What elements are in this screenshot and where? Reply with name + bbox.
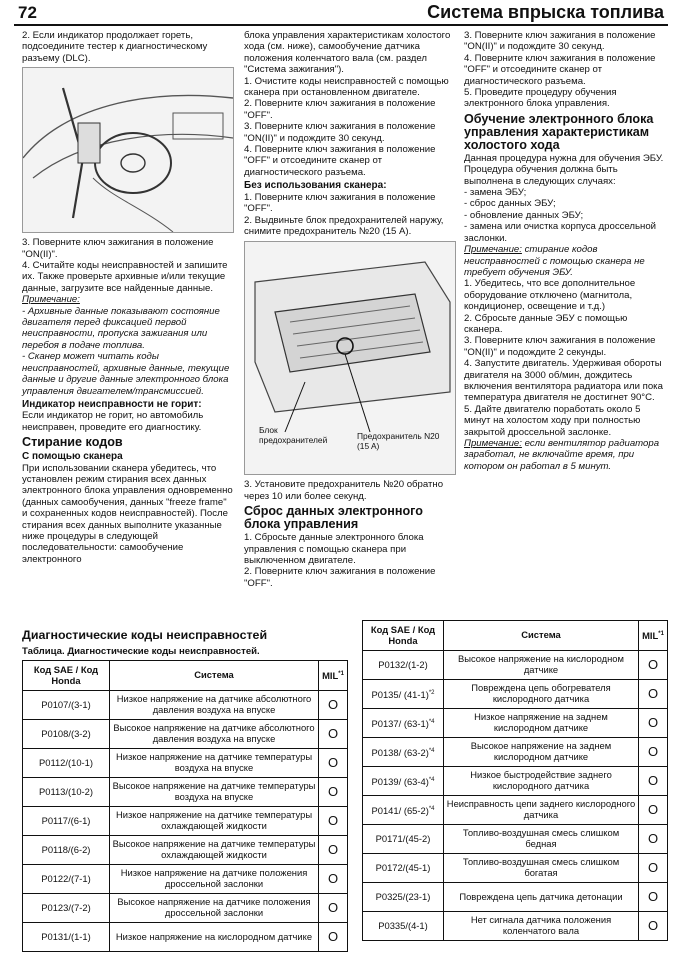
dtc-right-code-text: P0172/(45-1) [375, 861, 431, 873]
col3-case1: - замена ЭБУ; [464, 187, 527, 199]
dtc-left-code [23, 691, 110, 720]
dtc-left-mil: O [319, 691, 348, 720]
col2-r2: 2. Поверните ключ зажигания в положение "OFF". [244, 566, 436, 589]
dtc-right-row [363, 883, 668, 912]
page-title: Система впрыска топлива [427, 2, 664, 22]
dtc-left-head-mil-mark: *1 [338, 671, 344, 678]
dtc-left-system: Низкое напряжение на датчике температуры воздуха на впуске [110, 749, 319, 778]
dtc-right-code [363, 651, 444, 680]
col3-intro: Данная процедура нужна для обучения ЭБУ. [464, 152, 664, 164]
dtc-left-row [23, 749, 348, 778]
dtc-right-code-text: P0325/(23-1) [375, 890, 431, 902]
dtc-right-row [363, 825, 668, 854]
dtc-right-row [363, 709, 668, 738]
col3-note-label: Примечание: [464, 244, 522, 256]
dtc-right-head-system: Система [444, 621, 639, 651]
dtc-right-mil: O [639, 825, 668, 854]
dtc-left-code [23, 865, 110, 894]
dtc-right-system: Повреждена цепь датчика детонации [444, 883, 639, 912]
dtc-left-mil: O [319, 865, 348, 894]
dtc-table-caption: Таблица. Диагностические коды неисправностей. [22, 646, 260, 657]
dtc-right-mil: O [639, 796, 668, 825]
dtc-right-row [363, 651, 668, 680]
fuse-box-label: Блок предохранителей [259, 425, 328, 445]
dtc-table-right [362, 620, 668, 941]
col1-step4: 4. Считайте коды неисправностей и запишите их. Также проверьте архивные и/или текущие данные, загрузите все найденные данные. [22, 260, 228, 294]
col3-p3: 3. Поверните ключ зажигания в положение "ON(II)" и подождите 2 секунды. [464, 335, 656, 358]
dtc-section-title: Диагностические коды неисправностей [22, 628, 268, 642]
col3-case2: - сброс данных ЭБУ; [464, 198, 556, 210]
fuse-box-illustration [244, 241, 456, 475]
dtc-right-code [363, 854, 444, 883]
dtc-right-mil: O [639, 854, 668, 883]
dtc-right-code [363, 738, 444, 767]
dtc-right-mil: O [639, 912, 668, 941]
dtc-right-code-note: *4 [428, 718, 435, 725]
heading-reset-ecu: Сброс данных электронного блока управления [244, 504, 423, 532]
column-2 [244, 30, 454, 589]
dtc-right-code [363, 825, 444, 854]
col3-note2-label: Примечание: [464, 438, 522, 449]
dtc-right-head-code: Код SAE / Код Honda [363, 621, 444, 651]
col3-case4: - замена или очистка корпуса дроссельной заслонки. [464, 221, 657, 244]
dtc-right-system: Нет сигнала датчика положения коленчатого вала [444, 912, 639, 941]
dtc-left-system: Высокое напряжение на датчике температуры охлаждающей жидкости [110, 836, 319, 865]
dtc-left-mil: O [319, 778, 348, 807]
col2-r1: 1. Сбросьте данные электронного блока управления с помощью сканера при выключенном двигателе. [244, 532, 424, 566]
dtc-left-code-text: P0117/(6-1) [41, 814, 91, 826]
dtc-right-code-text: P0171/(45-2) [375, 832, 431, 844]
dtc-left-row [23, 720, 348, 749]
col2-no-scanner: Без использования сканера: [244, 180, 387, 192]
col3-s3: 3. Поверните ключ зажигания в положение "ON(II)" и подождите 30 секунд. [464, 30, 656, 53]
dtc-left-row [23, 778, 348, 807]
dtc-right-system: Топливо-воздушная смесь слишком бедная [444, 825, 639, 854]
dtc-right-code-text: P0137/ (63-1) [371, 717, 429, 729]
dtc-left-system: Высокое напряжение на датчике положения дроссельной заслонки [110, 894, 319, 923]
dtc-left-code-text: P0123/(7-2) [41, 901, 91, 913]
col2-n3: 3. Установите предохранитель №20 обратно через 10 или более секунд. [244, 479, 444, 502]
col3-cases: Процедура обучения должна быть выполнена в следующих случаях: [464, 164, 618, 187]
dtc-left-code [23, 720, 110, 749]
dtc-right-row [363, 796, 668, 825]
dtc-left-code-text: P0108/(3-2) [41, 727, 91, 739]
dtc-left-system: Низкое напряжение на датчике абсолютного давления воздуха на впуске [110, 691, 319, 720]
dtc-right-code-note: *2 [428, 689, 435, 696]
dtc-left-head-mil [319, 661, 348, 691]
dtc-right-code-note: *4 [428, 805, 435, 812]
col3-note2: если вентилятор радиатора заработал, не включайте время, при котором он работал в 5 минут. [464, 438, 660, 472]
dtc-left-mil: O [319, 720, 348, 749]
dtc-left-code-text: P0107/(3-1) [41, 698, 91, 710]
dtc-right-mil: O [639, 883, 668, 912]
dtc-left-code [23, 894, 110, 923]
dtc-right-code [363, 680, 444, 709]
column-3 [464, 30, 666, 472]
dtc-left-system: Низкое напряжение на датчике положения дроссельной заслонки [110, 865, 319, 894]
dtc-left-code-text: P0112/(10-1) [38, 756, 94, 768]
dashboard-drawing [23, 68, 233, 232]
dtc-left-code [23, 836, 110, 865]
dtc-left-system: Высокое напряжение на датчике температуры воздуха на впуске [110, 778, 319, 807]
col1-para1: 2. Если индикатор продолжает гореть, подсоедините тестер к диагностическому разъему (DLC). [22, 30, 208, 64]
dtc-right-row [363, 912, 668, 941]
dtc-table-left [22, 660, 348, 952]
dtc-left-mil: O [319, 807, 348, 836]
col1-sub-heading: Индикатор неисправности не горит: [22, 398, 202, 410]
dtc-left-system: Низкое напряжение на кислородном датчике [110, 923, 319, 952]
dtc-left-row [23, 865, 348, 894]
dtc-right-code-text: P0132/(1-2) [378, 658, 428, 670]
dtc-right-row [363, 680, 668, 709]
dtc-left-system: Низкое напряжение на датчике температуры охлаждающей жидкости [110, 807, 319, 836]
dtc-right-row [363, 767, 668, 796]
col3-s4: 4. Поверните ключ зажигания в положение "OFF" и отсоедините сканер от диагностического разъема. [464, 52, 656, 87]
col2-s1: 1. Очистите коды неисправностей с помощью сканера при остановленном двигателе. [244, 75, 449, 99]
dtc-right-mil: O [639, 651, 668, 680]
dtc-right-code-note: *4 [428, 747, 435, 754]
dtc-left-code [23, 749, 110, 778]
col3-p1: 1. Убедитесь, что все дополнительное оборудование отключено (магнитола, кондиционер, освещение и т.д.) [464, 278, 636, 313]
dtc-right-code-text: P0138/ (63-2) [371, 746, 429, 758]
dtc-left-mil: O [319, 749, 348, 778]
dtc-left-code [23, 923, 110, 952]
col2-n1: 1. Поверните ключ зажигания в положение "OFF". [244, 191, 436, 215]
col3-p2: 2. Сбросьте данные ЭБУ с помощью сканера. [464, 312, 628, 335]
dtc-left-row [23, 894, 348, 923]
dtc-right-code [363, 796, 444, 825]
dtc-right-code [363, 883, 444, 912]
dtc-left-mil: O [319, 836, 348, 865]
dtc-left-head-system: Система [110, 661, 319, 691]
dashboard-illustration [22, 67, 234, 233]
dtc-left-row [23, 807, 348, 836]
dtc-right-mil: O [639, 680, 668, 709]
col1-erase-text: При использовании сканера убедитесь, что установлен режим стирания всех данных электронного блока управления одновременно (данных самообучения, данных "freeze frame" и сохраненных кодов неисправностей). После стирания всех данных выполните указанные ниже процедуры в следующей последовательности: самообучение электронного [22, 462, 233, 565]
fuse-label: Предохранитель N20 (15 A) [357, 431, 440, 451]
dtc-right-code [363, 709, 444, 738]
heading-erase-codes: Стирание кодов [22, 435, 123, 450]
col2-n2: 2. Выдвиньте блок предохранителей наружу, снимите предохранитель №20 (15 А). [244, 214, 444, 237]
dtc-right-system: Низкое быстродействие заднего кислородного датчика [444, 767, 639, 796]
col3-p4: 4. Запустите двигатель. Удерживая обороты двигателя на 3000 об/мин, дождитесь включения вентилятора радиатора или пока температура двигателя не достигнет 90°С. [464, 358, 663, 404]
dtc-right-code-note: *4 [428, 776, 435, 783]
dtc-right-head-mil-mark: *1 [658, 631, 664, 638]
col2-s2: 2. Поверните ключ зажигания в положение "OFF". [244, 98, 436, 121]
dtc-left-code-text: P0122/(7-1) [41, 872, 91, 884]
col3-note: стирание кодов неисправностей с помощью сканера не требует обучения ЭБУ. [464, 244, 645, 278]
dtc-right-mil: O [639, 738, 668, 767]
dtc-right-system: Неисправность цепи заднего кислородного датчика [444, 796, 639, 825]
col1-note1: - Архивные данные показывают состояние двигателя перед фиксацией первой неисправности, пропуска зажигания или перебоя в подаче топлива. [22, 305, 220, 351]
header-rule [14, 24, 668, 26]
column-1 [22, 30, 234, 565]
col1-note-label: Примечание: [22, 294, 80, 306]
dtc-left-system: Высокое напряжение на датчике абсолютного давления воздуха на впуске [110, 720, 319, 749]
dtc-right-code-text: P0139/ (63-4) [371, 775, 429, 787]
col1-note2: - Сканер может читать коды неисправностей, архивные данные, текущие данные и другие данные электронного блока управления двигателем/трансмиссией. [22, 351, 230, 397]
dtc-left-code [23, 807, 110, 836]
col1-sub-text: Если индикатор не горит, но автомобиль неисправен, проведите его диагностику. [22, 410, 204, 433]
heading-idle-learning: Обучение электронного блока управления характеристикам холостого хода [464, 111, 654, 152]
dtc-left-row [23, 691, 348, 720]
dtc-right-mil: O [639, 709, 668, 738]
dtc-left-row [23, 836, 348, 865]
page-number: 72 [18, 3, 37, 22]
dtc-right-row [363, 854, 668, 883]
col2-cont: блока управления характеристикам холостого хода (см. ниже), самообучение датчика положения коленчатого вала (см. раздел "Система зажигания"). [244, 30, 451, 76]
dtc-left-head-code: Код SAE / Код Honda [23, 661, 110, 691]
col2-s4: 4. Поверните ключ зажигания в положение "OFF" и отсоедините сканер от диагностического разъема. [244, 144, 436, 178]
dtc-left-code-text: P0118/(6-2) [41, 843, 91, 855]
dtc-right-system: Низкое напряжение на заднем кислородном датчике [444, 709, 639, 738]
dtc-left-row [23, 923, 348, 952]
dtc-left-mil: O [319, 894, 348, 923]
dtc-right-system: Топливо-воздушная смесь слишком богатая [444, 854, 639, 883]
heading-with-scanner: С помощью сканера [22, 451, 123, 463]
dtc-left-head-mil-label: MIL [322, 670, 339, 682]
dtc-right-mil: O [639, 767, 668, 796]
col3-p5: 5. Дайте двигателю поработать около 5 минут на холостом ходу при полностью закрытой дроссельной заслонке. [464, 403, 641, 438]
dtc-right-system: Повреждена цепь обогревателя кислородного датчика [444, 680, 639, 709]
dtc-right-row [363, 738, 668, 767]
dtc-right-head-mil [639, 621, 668, 651]
dtc-right-head-mil-label: MIL [642, 630, 659, 642]
dtc-right-code [363, 767, 444, 796]
col2-s3: 3. Поверните ключ зажигания в положение "ON(II)" и подождите 30 секунд. [244, 121, 436, 144]
dtc-left-code-text: P0131/(1-1) [41, 930, 91, 942]
dtc-right-code-text: P0335/(4-1) [378, 919, 428, 931]
dtc-left-mil: O [319, 923, 348, 952]
dtc-right-system: Высокое напряжение на заднем кислородном датчике [444, 738, 639, 767]
dtc-right-system: Высокое напряжение на кислородном датчике [444, 651, 639, 680]
dtc-right-code-text: P0141/ (65-2) [371, 804, 429, 816]
col3-case3: - обновление данных ЭБУ; [464, 209, 584, 221]
col1-step3: 3. Поверните ключ зажигания в положение "ON(II)". [22, 237, 214, 260]
dtc-right-code [363, 912, 444, 941]
col3-s5: 5. Проведите процедуру обучения электронного блока управления. [464, 87, 617, 110]
dtc-left-code-text: P0113/(10-2) [38, 785, 94, 797]
dtc-right-code-text: P0135/ (41-1) [371, 688, 429, 700]
dtc-left-code [23, 778, 110, 807]
